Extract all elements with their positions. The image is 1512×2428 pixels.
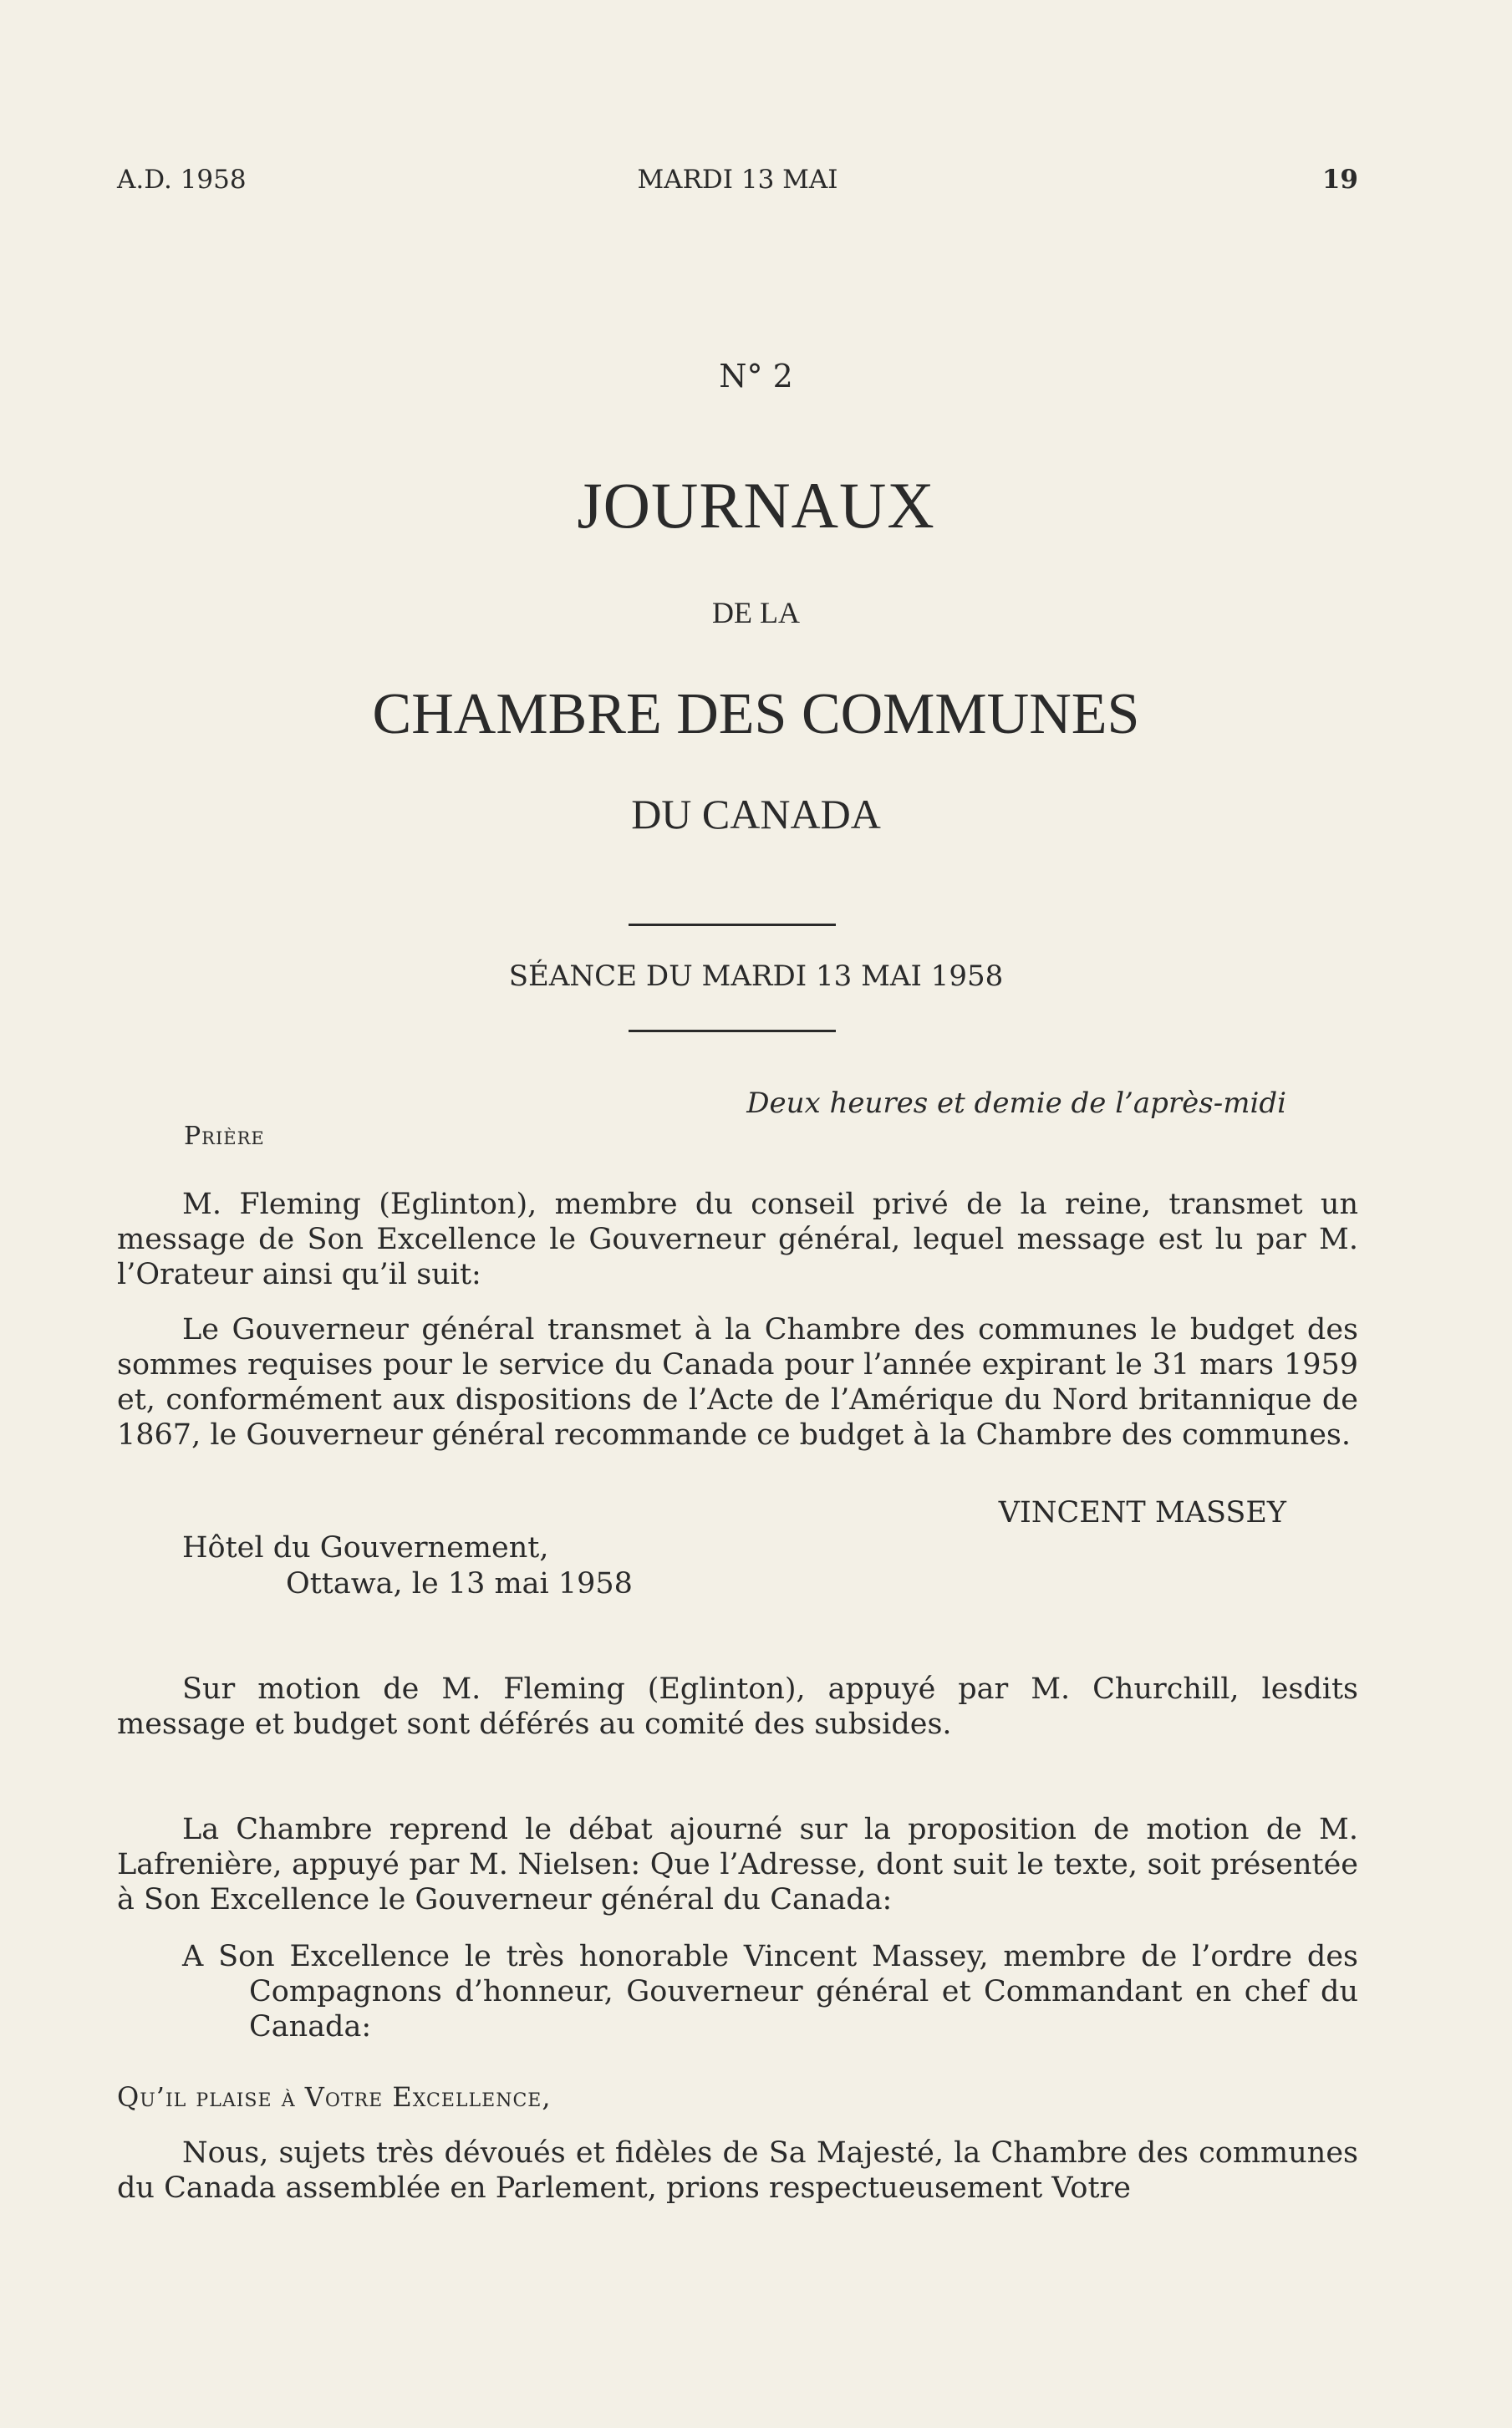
- issue-number: N° 2: [719, 358, 793, 394]
- page-number: 19: [1321, 165, 1358, 195]
- country-title: DU CANADA: [631, 791, 881, 837]
- salutation: Qu’il plaise à Votre Excellence,: [117, 2081, 552, 2113]
- title-of: DE LA: [712, 596, 800, 629]
- header-year: A.D. 1958: [117, 165, 247, 195]
- paragraph-governor-message: Le Gouverneur général transmet à la Chambre des communes le budget des sommes requises pour le service du Canada pour l’année expirant le 31 mars 1959 et, conformément aux dispositions de l’Acte de l’Amérique du Nord britannique de 1867, le Gouverneur général recommande ce budget à la Chambre des communes.: [117, 1313, 1358, 1452]
- paragraph-addressee: A Son Excellence le très honorable Vincent Massey, membre de l’ordre des Compagnons d’honneur, Gouverneur général et Commandant en chef du Canada:: [182, 1940, 1358, 2044]
- paragraph-message-intro: M. Fleming (Eglinton), membre du conseil privé de la reine, transmet un message de Son Excellence le Gouverneur général, lequel message est lu par M. l’Orateur ainsi qu’il suit:: [117, 1188, 1358, 1291]
- address-line-2: Ottawa, le 13 mai 1958: [286, 1567, 633, 1601]
- paragraph-address-text: Nous, sujets très dévoués et fidèles de Sa Majesté, la Chambre des communes du Canada assemblée en Parlement, prions respectueusement Votre: [117, 2136, 1358, 2205]
- paragraph-motion: Sur motion de M. Fleming (Eglinton), appuyé par M. Churchill, lesdits message et budget sont déférés au comité des subsides.: [117, 1672, 1358, 1741]
- paragraph-debate: La Chambre reprend le débat ajourné sur la proposition de motion de M. Lafrenière, appuyé par M. Nielsen: Que l’Adresse, dont suit le texte, soit présentée à Son Excellence le Gouverneur général du Canada:: [117, 1813, 1358, 1916]
- chamber-title: CHAMBRE DES COMMUNES: [372, 682, 1140, 746]
- address-line-1: Hôtel du Gouvernement,: [182, 1531, 549, 1565]
- divider-bottom: [629, 1030, 836, 1032]
- header-date: MARDI 13 MAI: [637, 165, 838, 195]
- prayer-heading: Prière: [184, 1122, 265, 1151]
- divider-top: [629, 924, 836, 926]
- signature: VINCENT MASSEY: [998, 1496, 1286, 1530]
- session-heading: SÉANCE DU MARDI 13 MAI 1958: [508, 959, 1004, 993]
- page-title: JOURNAUX: [577, 469, 935, 542]
- running-header: [117, 159, 1358, 201]
- session-time: Deux heures et demie de l’après-midi: [746, 1087, 1286, 1120]
